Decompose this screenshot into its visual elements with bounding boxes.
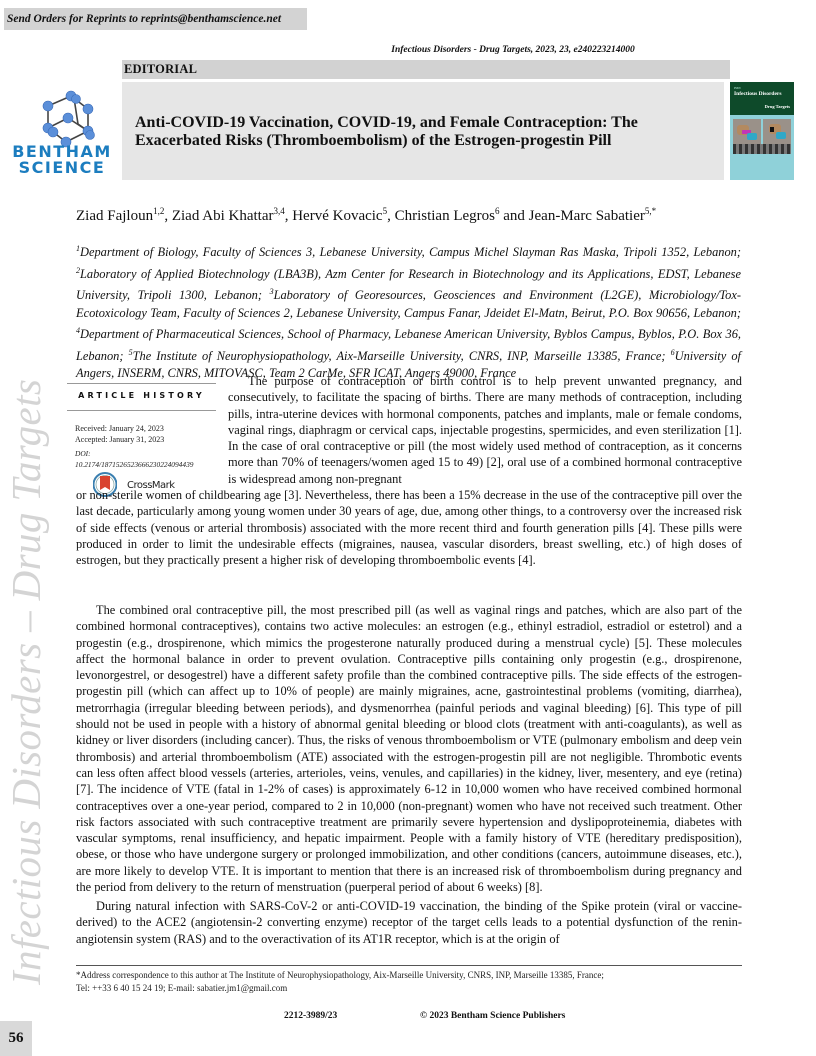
article-history-dates	[75, 423, 164, 445]
body-paragraph: The combined oral contraceptive pill, the most prescribed pill (as well as vaginal rings and patches, which are also part of the combined hormonal contraceptives), contains two active molecules: an estrogen (e.g., ethinyl estradiol, estradiol or estetrol) and a progestin (e.g., drospirenone, which mimics the progesterone naturally produced during a menstrual cycle) [5]. These molecules affect the hormonal balance in order to prevent ovulation. Contraceptive pills containing only progestin (e.g., drospirenone, levonorgestrel, or desogestrel) have a different safety profile than the combined contraceptive pills. The side effects of the estrogen-progestin pill (which can affect up to 10% of people) are mainly migraines, acne, gastrointestinal problems (vomiting, diarrhea), metrorrhagia (irregular bleeding between periods), and dysmenorrhea (painful periods and vaginal bleeding) [6]. This type of pill should not be used in people with a history of abnormal genital bleeding or blood clots (treatment with anti-coagulants), as well as kidney or liver disorders (including cancer). Thus, the risks of venous thromboembolism or VTE (pulmonary embolism and deep vein thrombosis) and arterial thromboembolism (ATE) associated with the estrogen-progestin pill are not negligible. Thrombotic events can less often affect blood vessels (arteries, arterioles, veins, venules, and capillaries) in the kidney, liver, mesentery, and eye (retina) [7]. The incidence of VTE (fatal in 1-2% of cases) is approximately 6-12 in 10,000 women who have received combined hormonal contraceptives over a one-year period, compared to 2 in 10,000 (non-pregnant) women who have not received such treatment. Other risk factors associated with such contraceptive treatment are primarily severe hypertension and dyslipoproteinemia, diabetes with vascular symptoms, renal insufficiency, and hepatic impairment. People with a family history of VTE (hereditary predisposition), obese, or those who have undergone surgery or prolonged immobilization, and other conditions (cancers, autoimmune diseases, etc.), are more likely to develop VTE. It is important to mention that there is an increased risk of thromboembolism during pregnancy and the period from delivery to the return of menstruation (puerperal period of about 6 weeks) [8].	[76, 603, 742, 895]
section-label: EDITORIAL	[122, 60, 730, 79]
body-paragraph: The purpose of contraception or birth control is to help prevent unwanted pregnancy, and consecutively, to facilitate the spacing of births. There are many methods of contraception, including pills, intra-uterine devices with hormonal components, patches and implants, male or female condoms, vaginal rings, diaphragm or cervical caps, injectable progestins, spermicides, and even sterilization [1]. In the case of oral contraceptive or pill (the most widely used method of contraception, as it concerns more than 70% of teenagers/women aged 15 to 49) [2], oral use of a combined hormonal contraceptive is widespread among non-pregnant	[228, 374, 742, 486]
journal-citation: Infectious Disorders - Drug Targets, 2023, 23, e240223214000	[391, 45, 635, 55]
author: Ziad Abi Khattar$^{3,4}$,	[171, 206, 293, 224]
cover-subtitle: Drug Targets	[764, 104, 790, 109]
page-number: 56	[0, 1021, 32, 1056]
body-paragraph: or non-sterile women of childbearing age [3]. Nevertheless, there has been a 15% decrease in the use of the contraceptive pill over the last decade, particularly among young women under 30 years of age, due, among other things, to a controversy over the increased risk of side effects (venous or arterial thrombosis) associated with the more recent third and fourth generation pills [4]. These pills were produced in order to limit the undesirable effects (migraines, nausea, vascular disorders, breast swelling, etc.) of high doses of estrogen, but they practically present a higher risk of developing thromboembolic events [4].	[76, 488, 742, 568]
author-list	[76, 206, 656, 225]
article-history-heading: ARTICLE HISTORY	[78, 391, 205, 400]
reprint-notice: Send Orders for Reprints to reprints@benthamscience.net	[4, 8, 307, 30]
journal-watermark: Infectious Disorders – Drug Targets	[3, 378, 49, 985]
contact-info: Tel: ++33 6 40 15 24 19; E-mail: sabatier.jm1@gmail.com	[76, 983, 288, 993]
author: Hervé Kovacic$^5$,	[292, 206, 395, 224]
footnote-divider	[76, 965, 742, 966]
author: Jean-Marc Sabatier$^{5,*}$	[528, 206, 657, 224]
cover-journal-name: Infectious Disorders	[734, 91, 782, 97]
doi: DOI: 10.2174/1871526523666230224094439	[75, 449, 194, 469]
author: Christian Legros$^6$ and	[394, 206, 529, 224]
crossmark-label[interactable]: CrossMark	[127, 480, 175, 491]
issn: 2212-3989/23	[284, 1011, 338, 1021]
body-paragraph: During natural infection with SARS-CoV-2 or anti-COVID-19 vaccination, the binding of the Spike protein (viral or vaccine-derived) to the ACE2 (angiotensin-2 converting enzyme) receptor of the target cells leads to a potential dysfunction of the renin-angiotensin system (RAS) and to the overactivation of its AT1R receptor, which is at the origin of	[76, 899, 742, 946]
accepted-date: Accepted: January 31, 2023	[75, 435, 165, 444]
journal-cover-thumbnail[interactable]: ISSN Infectious Disorders Drug Targets	[730, 82, 794, 180]
divider	[67, 383, 216, 384]
doi-link[interactable]: 10.2174/1871526523666230224094439	[75, 460, 194, 469]
bentham-wordmark: BENTHAM SCIENCE	[12, 142, 112, 177]
affiliations: $^1$Department of Biology, Faculty of Sciences 3, Lebanese University, Campus Michel Slayman Ras Maska, Tripoli 1352, Lebanon; $^2$Laboratory of Applied Biotechnology (LBA3B), Azm Center for Research in Biotechnology and its Applications, EDST, Lebanese University, Tripoli 1300, Lebanon; $^3$Laboratory of Georesources, Geosciences and Environment (L2GE), Microbiology/Tox-Ecotoxicology Team, Faculty of Sciences 2, Lebanese University, Campus Fanar, Jdeidet El-Matn, Beirut, P.O. Box 90656, Lebanon; $^4$Department of Pharmaceutical Sciences, School of Pharmacy, Lebanese American University, Byblos Campus, Byblos, P.O. Box 36, Lebanon; $^5$The Institute of Neurophysiopathology, Aix-Marseille University, CNRS, INP, Marseille 13385, France; $^6$University of Angers, INSERM, CNRS, MITOVASC, Team 2 CarMe, SFR ICAT, Angers 49000, France	[76, 244, 741, 381]
article-title: Anti-COVID-19 Vaccination, COVID-19, and Female Contraception: The Exacerbated Risks (Thromboembolism) of the Estrogen-progestin Pill	[135, 114, 638, 149]
copyright: © 2023 Bentham Science Publishers	[420, 1011, 566, 1021]
correspondence-footnote: *Address correspondence to this author at The Institute of Neurophysiopathology, Aix-Marseille University, CNRS, INP, Marseille 13385, France; Tel: ++33 6 40 15 24 19; E-mail: sabatier.jm1@gmail.com	[76, 969, 746, 995]
divider	[67, 410, 216, 411]
received-date: Received: January 24, 2023	[75, 424, 164, 433]
author: Ziad Fajloun$^{1,2}$,	[76, 206, 172, 224]
